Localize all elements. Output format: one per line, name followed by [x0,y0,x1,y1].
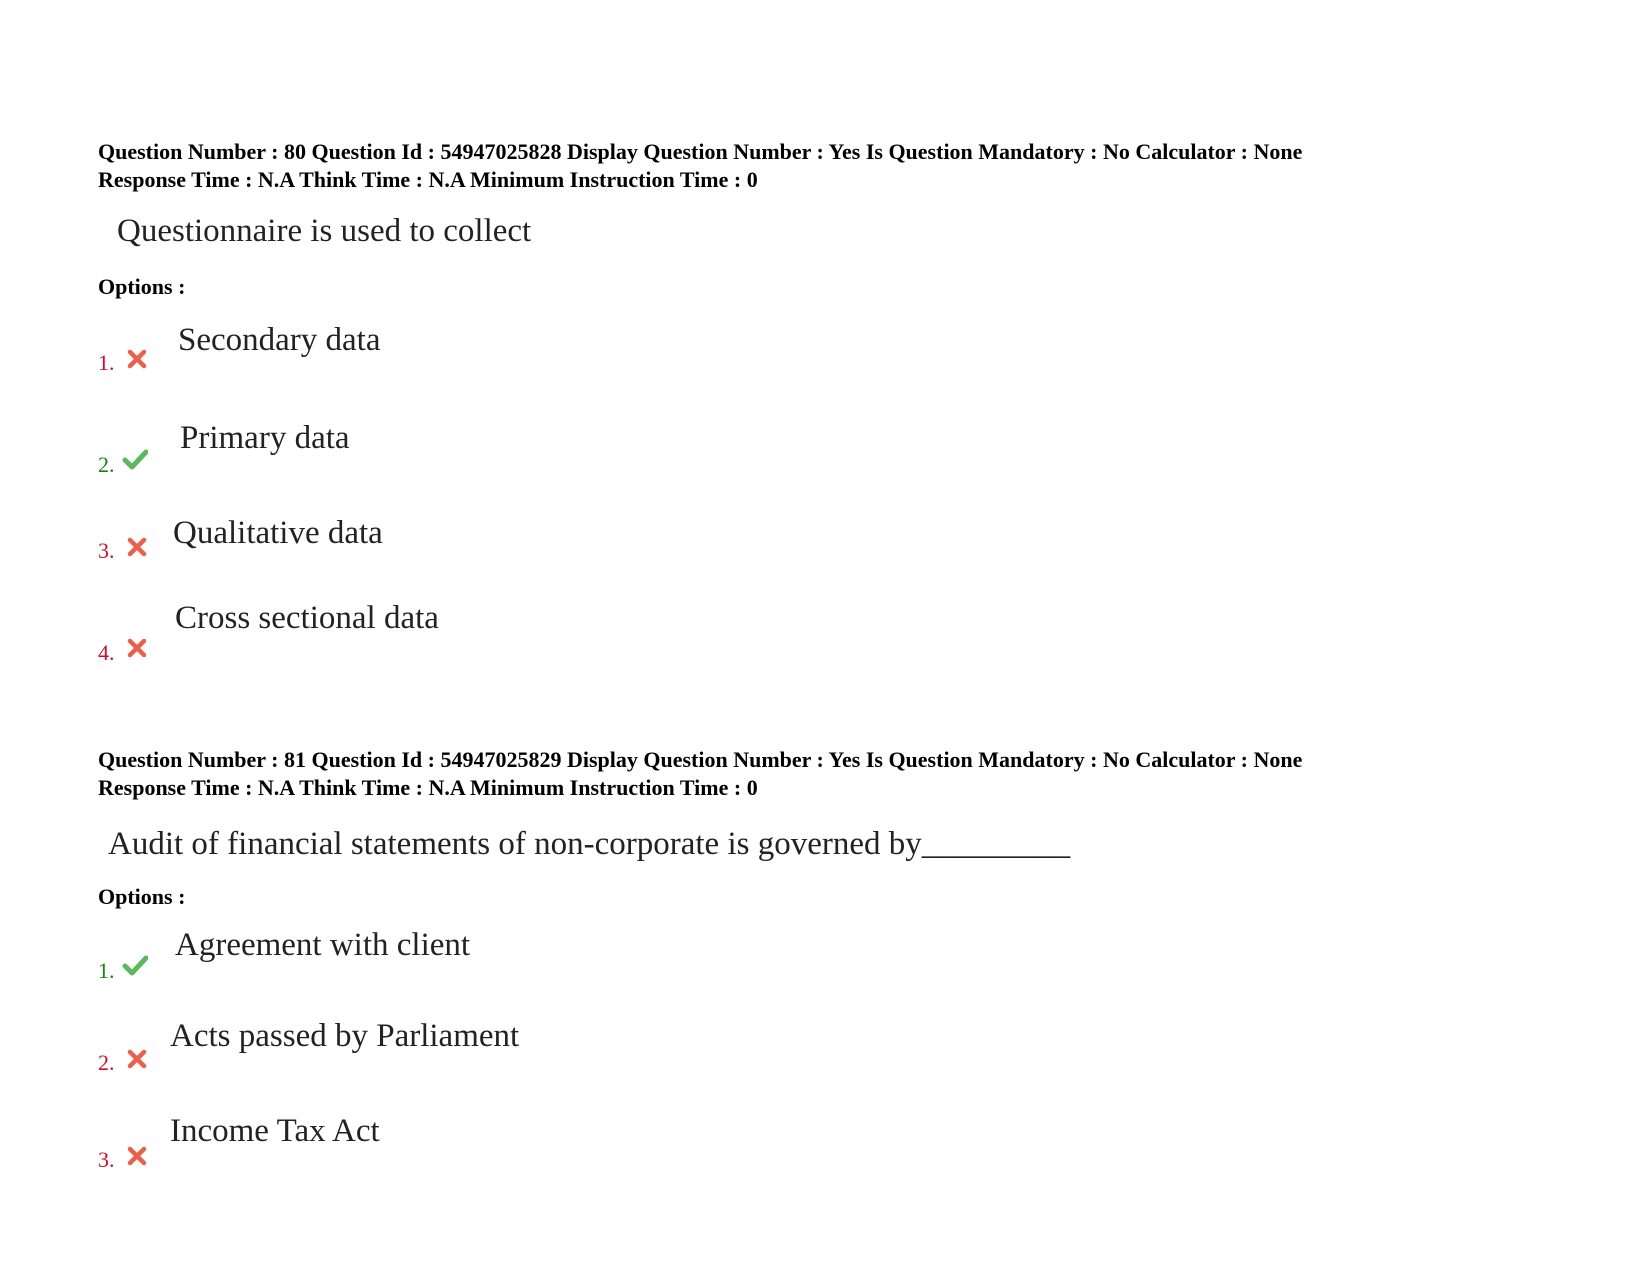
options-label: Options : [98,884,186,909]
option-number: 3. [98,538,115,563]
option-text: Secondary data [178,322,381,358]
option-text: Agreement with client [175,927,471,963]
option-text: Income Tax Act [170,1113,380,1149]
option-number: 1. [98,350,115,375]
option-text: Acts passed by Parliament [170,1018,520,1054]
option-number: 1. [98,958,115,983]
question-meta-line-1: Question Number : 80 Question Id : 54947025828 Display Question Number : Yes Is Question Mandatory : No Calculator : None [98,139,1303,164]
option-number: 2. [98,452,115,477]
cross-icon [124,1048,150,1070]
option-text: Primary data [180,420,350,456]
option-number: 2. [98,1050,115,1075]
option-text: Qualitative data [173,515,383,551]
cross-icon [124,536,150,558]
options-label: Options : [98,274,186,299]
cross-icon [124,637,150,659]
question-text: Questionnaire is used to collect [117,213,532,249]
option-text: Cross sectional data [175,600,439,636]
option-number: 3. [98,1147,115,1172]
question-text: Audit of financial statements of non-corporate is governed by_________ [108,826,1071,862]
question-meta-line-1: Question Number : 81 Question Id : 54947025829 Display Question Number : Yes Is Question Mandatory : No Calculator : None [98,747,1303,772]
cross-icon [124,348,150,370]
cross-icon [124,1145,150,1167]
option-number: 4. [98,640,115,665]
question-meta-line-2: Response Time : N.A Think Time : N.A Minimum Instruction Time : 0 [98,775,758,800]
check-icon [122,954,148,976]
check-icon [122,448,148,470]
question-meta-line-2: Response Time : N.A Think Time : N.A Minimum Instruction Time : 0 [98,167,758,192]
